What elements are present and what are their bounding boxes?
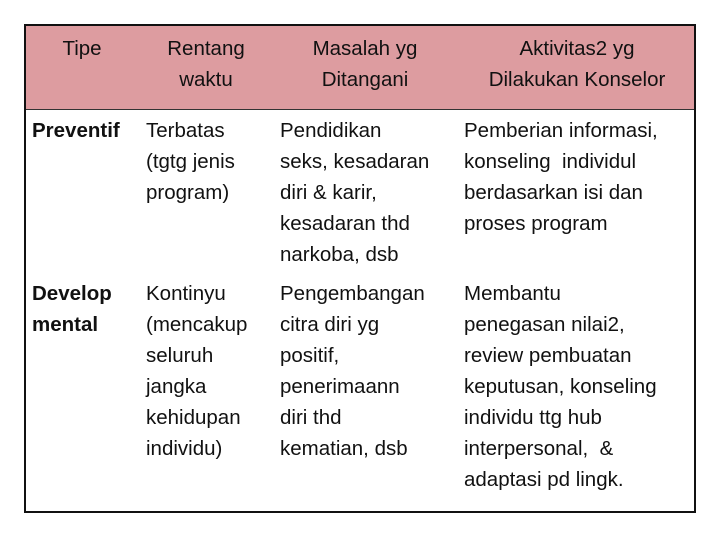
header-rentang-waktu: Rentang waktu [167,37,245,91]
row-preventif-masalah: Pendidikan seks, kesadaran diri & karir, kesadaran thd narkoba, dsb [280,119,430,266]
row-developmental-aktivitas: Membantu penegasan nilai2, review pembuatan keputusan, konseling individu ttg hub interpersonal, & adaptasi pd lingk. [464,282,657,491]
header-masalah: Masalah yg Ditangani [312,37,418,91]
row-developmental-tipe: Develop mental [32,282,112,336]
row-preventif-rentang: Terbatas (tgtg jenis program) [146,119,235,204]
table-header-row [26,26,694,110]
header-aktivitas: Aktivitas2 yg Dilakukan Konselor [488,37,666,91]
counseling-table [24,24,696,513]
row-preventif-tipe: Preventif [32,119,120,142]
header-tipe: Tipe [62,37,102,60]
row-developmental-masalah: Pengembangan citra diri yg positif, penerimaann diri thd kematian, dsb [280,282,425,460]
row-preventif-aktivitas: Pemberian informasi, konseling individul berdasarkan isi dan proses program [464,119,658,235]
row-developmental-rentang: Kontinyu (mencakup seluruh jangka kehidupan individu) [146,282,248,460]
